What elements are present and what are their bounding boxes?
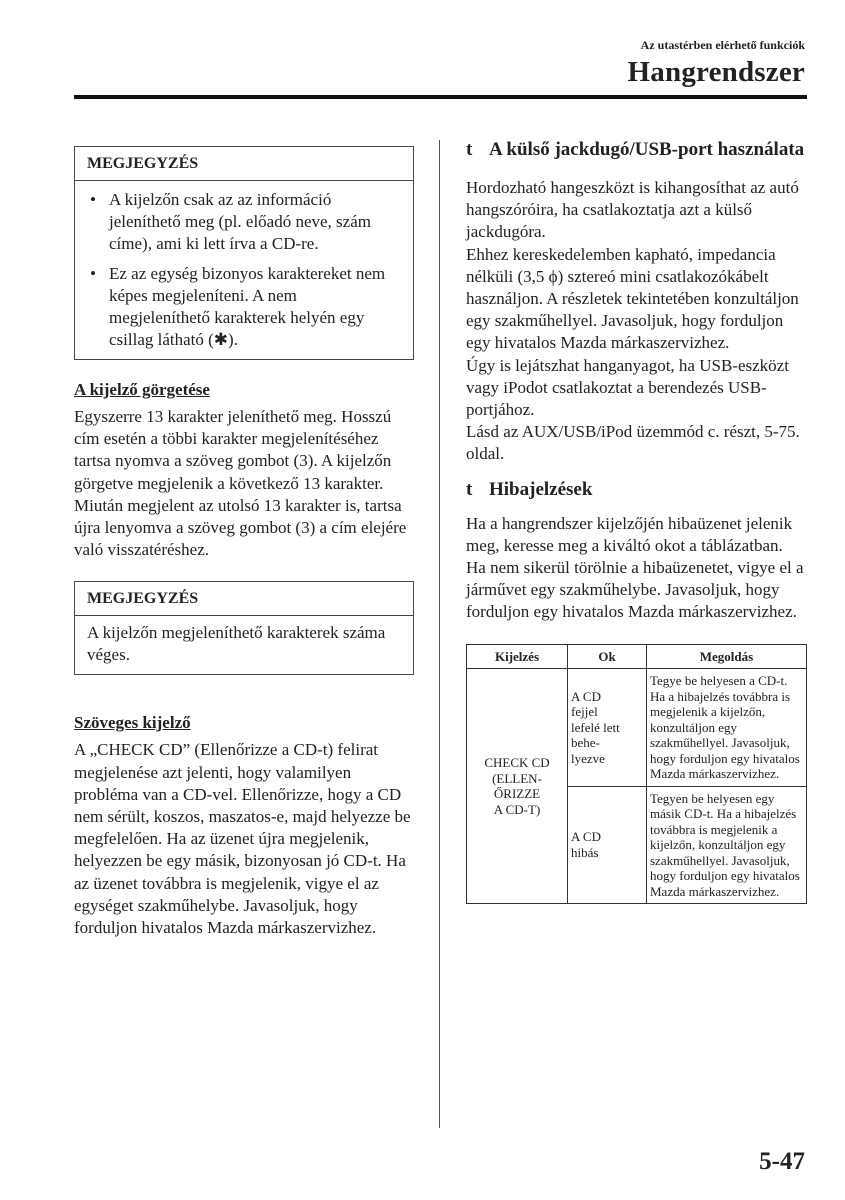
note-list	[87, 189, 401, 351]
table-cell-cause: A CD fejjel lefelé lett behe- lyezve	[568, 669, 647, 787]
left-column	[74, 146, 414, 939]
note-list-item: • A kijelzőn csak az az információ jeleníthető meg (pl. előadó neve, szám címe), ami ki lett írva a CD-re.	[90, 190, 371, 253]
table-cell-cause: A CD hibás	[568, 786, 647, 904]
page-number: 5-47	[759, 1148, 805, 1175]
table-cell-solution: Tegye be helyesen a CD-t. Ha a hibajelzés továbbra is megjelenik a kijelzőn, konzultáljon egy szakműhellyel. Javasoljuk, hogy forduljon egy hivatalos Mazda márkaszervizhez.	[647, 669, 807, 787]
subheading-scroll: A kijelző görgetése	[74, 380, 210, 399]
note-box	[74, 146, 414, 360]
section-marker: t	[466, 139, 473, 160]
column-header: Ok	[568, 644, 647, 669]
table-header-row	[467, 644, 807, 669]
note-body	[75, 181, 413, 359]
note-heading: MEGJEGYZÉS	[75, 147, 413, 181]
note-list-item: • Ez az egység bizonyos karaktereket nem képes megjeleníteni. A nem megjeleníthető karakterek helyén egy csillag látható (✱).	[90, 264, 386, 349]
paragraph-errors: Ha a hangrendszer kijelzőjén hibaüzenet jelenik meg, keresse meg a kiváltó okot a táblázatban. Ha nem sikerül törölnie a hibaüzenetet, vigye el a járművet egy szakműhelybe. Javasoljuk, hogy forduljon egy hivatalos Mazda márkaszervizhez.	[466, 513, 804, 622]
section-label: Az utastérben elérhető funkciók	[640, 38, 805, 52]
bullet-icon: •	[90, 264, 96, 283]
paragraph-scroll: Egyszerre 13 karakter jeleníthető meg. Hosszú cím esetén a többi karakter megjelenítéséhez tartsa nyomva a szöveg gombot (3). A kijelzőn görgetve megjelenik a következő 13 karakter. Miután megjelent az utolsó 13 karakter is, tartsa újra lenyomva a szöveg gombot (3) a cím elejére való visszatéréshez.	[74, 407, 407, 560]
right-column	[466, 138, 806, 904]
bullet-icon: •	[90, 190, 96, 209]
column-divider	[439, 140, 440, 1128]
column-header: Megoldás	[647, 644, 807, 669]
table-cell-display: CHECK CD (ELLEN- ŐRIZZE A CD-T)	[467, 669, 568, 904]
table-cell-solution: Tegyen be helyesen egy másik CD-t. Ha a hibajelzés továbbra is megjelenik a kijelzőn, konzultáljon egy szakműhellyel. Javasoljuk, hogy forduljon egy hivatalos Mazda márkaszervizhez.	[647, 786, 807, 904]
section-marker: t	[466, 478, 473, 500]
column-header: Kijelzés	[467, 644, 568, 669]
error-table	[466, 644, 807, 905]
note-body: A kijelzőn megjeleníthető karakterek száma véges.	[87, 623, 386, 665]
table-row	[467, 669, 807, 787]
page-title: Hangrendszer	[627, 56, 805, 88]
subheading-text-display: Szöveges kijelző	[74, 713, 191, 733]
heading-errors: t Hibajelzések	[466, 478, 593, 500]
paragraph-text-display: A „CHECK CD” (Ellenőrizze a CD-t) felirat megjelenése azt jelenti, hogy valamilyen probléma van a CD-vel. Ellenőrizze, hogy a CD nem sérült, koszos, maszatos-e, majd helyezze be megfelelően. Ha az üzenet újra megjelenik, helyezzen be egy másik, bizonyosan jó CD-t. Ha az üzenet továbbra is megjelenik, vigye el az egységet szakműhelybe. Javasoljuk, hogy forduljon hivatalos Mazda márkaszervizhez.	[74, 740, 411, 938]
note-heading: MEGJEGYZÉS	[75, 582, 413, 616]
note-box	[74, 581, 414, 675]
title-rule	[74, 95, 807, 99]
paragraph-jack: Hordozható hangeszközt is kihangosíthat az autó hangszóróira, ha csatlakoztatja azt a külső jackdugóra. Ehhez kereskedelemben kapható, impedancia nélküli (3,5 ϕ) sztereó mini csatlakozókábelt használjon. A részletek tekintetében konzultáljon egy szakműhellyel. Javasoljuk, hogy forduljon egy hivatalos Mazda márkaszervizhez. Úgy is lejátszhat hanganyagot, ha USB-eszközt vagy iPodot csatlakoztat a berendezés USB-portjához. Lásd az AUX/USB/iPod üzemmód c. részt, 5-75. oldal.	[466, 178, 800, 464]
heading-jack: t A külső jackdugó/USB-port használata	[466, 139, 805, 160]
